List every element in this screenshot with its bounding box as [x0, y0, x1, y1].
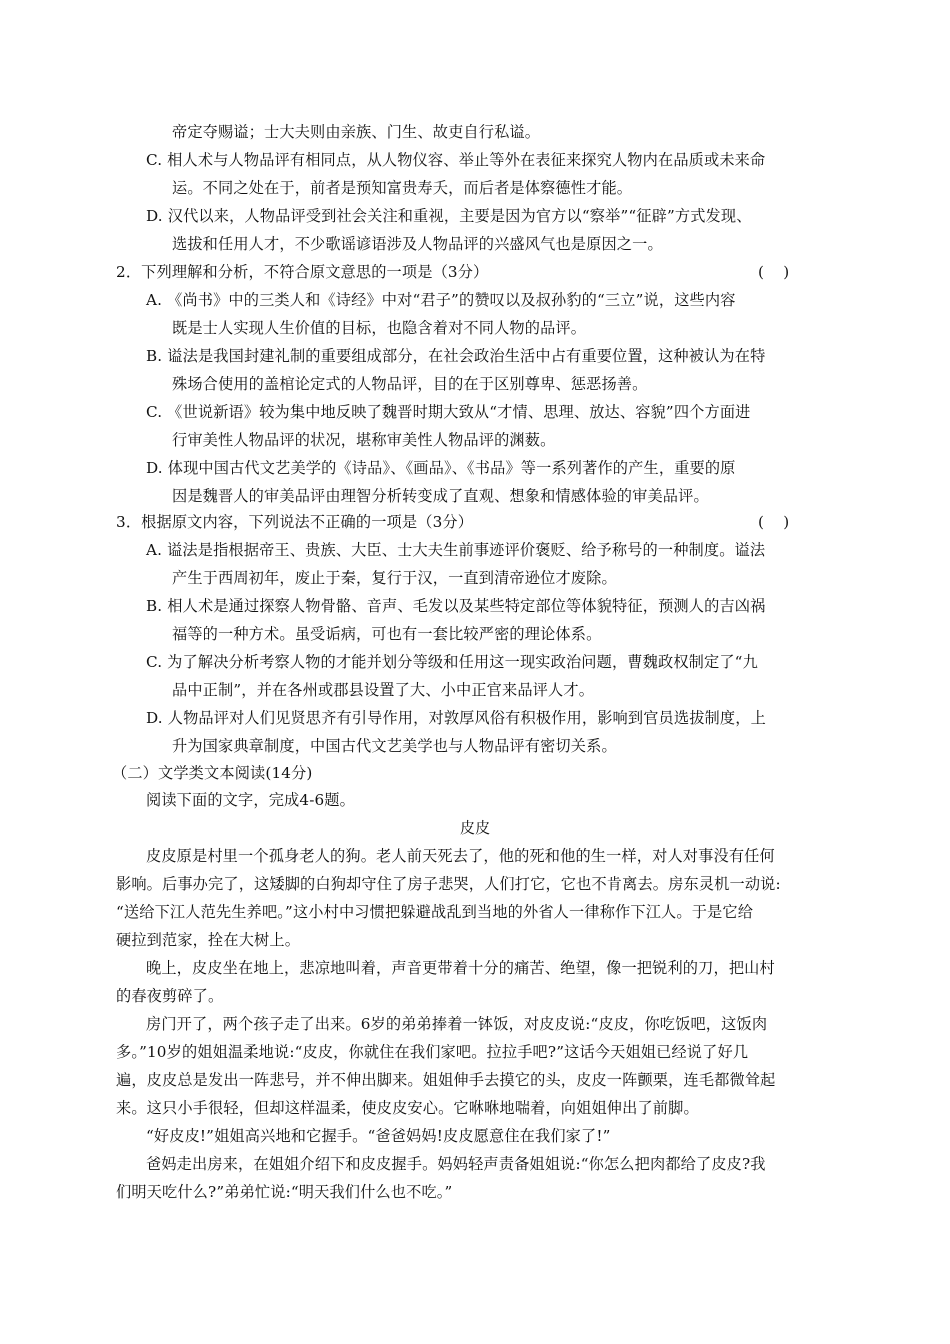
q2-option-d-line1: D. 体现中国古代文艺美学的《诗品》、《画品》、《书品》等一系列著作的产生，重要的原 — [146, 459, 736, 477]
story-p4-line1: “好皮皮!”姐姐高兴地和它握手。“爸爸妈妈!皮皮愿意住在我们家了!” — [146, 1127, 611, 1145]
q3-option-a-line2: 产生于西周初年，废止于秦，复行于汉，一直到清帝逊位才废除。 — [172, 569, 617, 587]
q2-option-c-line2: 行审美性人物品评的状况，堪称审美性人物品评的渊薮。 — [172, 431, 556, 449]
q3-option-d-line1: D. 人物品评对人们见贤思齐有引导作用，对敦厚风俗有积极作用，影响到官员选拔制度，上 — [146, 709, 766, 727]
story-p3-line3: 遍，皮皮总是发出一阵悲号，并不伸出脚来。姐姐伸手去摸它的头，皮皮一阵颤栗，连毛都微耸起 — [116, 1071, 776, 1089]
q1-option-d-line2: 选拔和任用人才，不少歌谣谚语涉及人物品评的兴盛风气也是原因之一。 — [172, 235, 663, 253]
story-p3-line4: 来。这只小手很轻，但却这样温柔，使皮皮安心。它咻咻地喘着，向姐姐伸出了前脚。 — [116, 1099, 699, 1117]
section-heading: （二）文学类文本阅读(14分) — [112, 764, 313, 782]
q2-option-d-line2: 因是魏晋人的审美品评由理智分析转变成了直观、想象和情感体验的审美品评。 — [172, 487, 709, 505]
q2-option-b-line1: B. 谥法是我国封建礼制的重要组成部分，在社会政治生活中占有重要位置，这种被认为在特 — [146, 347, 766, 365]
story-p1-line4: 硬拉到范家，拴在大树上。 — [116, 931, 301, 949]
story-p1-line2: 影响。后事办完了，这矮脚的白狗却守住了房子悲哭，人们打它，它也不肯离去。房东灵机一动说: — [116, 875, 781, 893]
q2-stem: 2．下列理解和分析，不符合原文意思的一项是（3分） — [116, 263, 489, 281]
q3-answer-blank: ( ) — [758, 513, 790, 531]
q2-option-a-line1: A. 《尚书》中的三类人和《诗经》中对“君子”的赞叹以及叔孙豹的“三立”说，这些内容 — [146, 291, 736, 309]
passage-title: 皮皮 — [459, 819, 491, 837]
q3-stem: 3．根据原文内容，下列说法不正确的一项是（3分） — [116, 513, 474, 531]
q3-option-d-line2: 升为国家典章制度，中国古代文艺美学也与人物品评有密切关系。 — [172, 737, 617, 755]
story-p1-line1: 皮皮原是村里一个孤身老人的狗。老人前天死去了，他的死和他的生一样，对人对事没有任何 — [146, 847, 775, 865]
q2-option-a-line2: 既是士人实现人生价值的目标，也隐含着对不同人物的品评。 — [172, 319, 587, 337]
story-p5-line2: 们明天吃什么?”弟弟忙说:“明天我们什么也不吃。” — [116, 1183, 453, 1201]
q2-answer-blank: ( ) — [758, 263, 790, 281]
story-p2-line1: 晚上，皮皮坐在地上，悲凉地叫着，声音更带着十分的痛苦、绝望，像一把锐利的刀，把山村 — [146, 959, 775, 977]
q2-option-b-line2: 殊场合使用的盖棺论定式的人物品评，目的在于区别尊卑、惩恶扬善。 — [172, 375, 648, 393]
story-p3-line1: 房门开了，两个孩子走了出来。6岁的弟弟捧着一钵饭，对皮皮说:“皮皮，你吃饭吧，这饭肉 — [146, 1015, 768, 1033]
q3-option-c-line2: 品中正制”，并在各州或郡县设置了大、小中正官来品评人才。 — [172, 681, 595, 699]
q1-option-c-line2: 运。不同之处在于，前者是预知富贵寿夭，而后者是体察德性才能。 — [172, 179, 633, 197]
q3-option-a-line1: A. 谥法是指根据帝王、贵族、大臣、士大夫生前事迹评价褒贬、给予称号的一种制度。谥法 — [146, 541, 766, 559]
q3-option-b-line2: 福等的一种方术。虽受诟病，可也有一套比较严密的理论体系。 — [172, 625, 602, 643]
q3-option-c-line1: C. 为了解决分析考察人物的才能并划分等级和任用这一现实政治问题，曹魏政权制定了“九 — [146, 653, 758, 671]
story-p5-line1: 爸妈走出房来，在姐姐介绍下和皮皮握手。妈妈轻声责备姐姐说:“你怎么把肉都给了皮皮?我 — [146, 1155, 766, 1173]
q3-option-b-line1: B. 相人术是通过探察人物骨骼、音声、毛发以及某些特定部位等体貌特征，预测人的吉凶祸 — [146, 597, 766, 615]
q1-option-d-line1: D. 汉代以来，人物品评受到社会关注和重视，主要是因为官方以“察举”“征辟”方式发现、 — [146, 207, 752, 225]
section-instruction: 阅读下面的文字，完成4-6题。 — [146, 791, 355, 809]
story-p3-line2: 多。”10岁的姐姐温柔地说:“皮皮，你就住在我们家吧。拉拉手吧?”这话今天姐姐已经说了好几 — [116, 1043, 749, 1061]
story-p1-line3: “送给下江人范先生养吧。”这小村中习惯把躲避战乱到当地的外省人一律称作下江人。于是它给 — [116, 903, 754, 921]
q1-option-c-line1: C. 相人术与人物品评有相同点，从人物仪容、举止等外在表征来探究人物内在品质或未来命 — [146, 151, 766, 169]
q2-option-c-line1: C. 《世说新语》较为集中地反映了魏晋时期大致从“才情、思理、放达、容貌”四个方面进 — [146, 403, 751, 421]
story-p2-line2: 的春夜剪碎了。 — [116, 987, 224, 1005]
q1-option-b-continuation: 帝定夺赐谥；士大夫则由亲族、门生、故吏自行私谥。 — [172, 123, 541, 141]
